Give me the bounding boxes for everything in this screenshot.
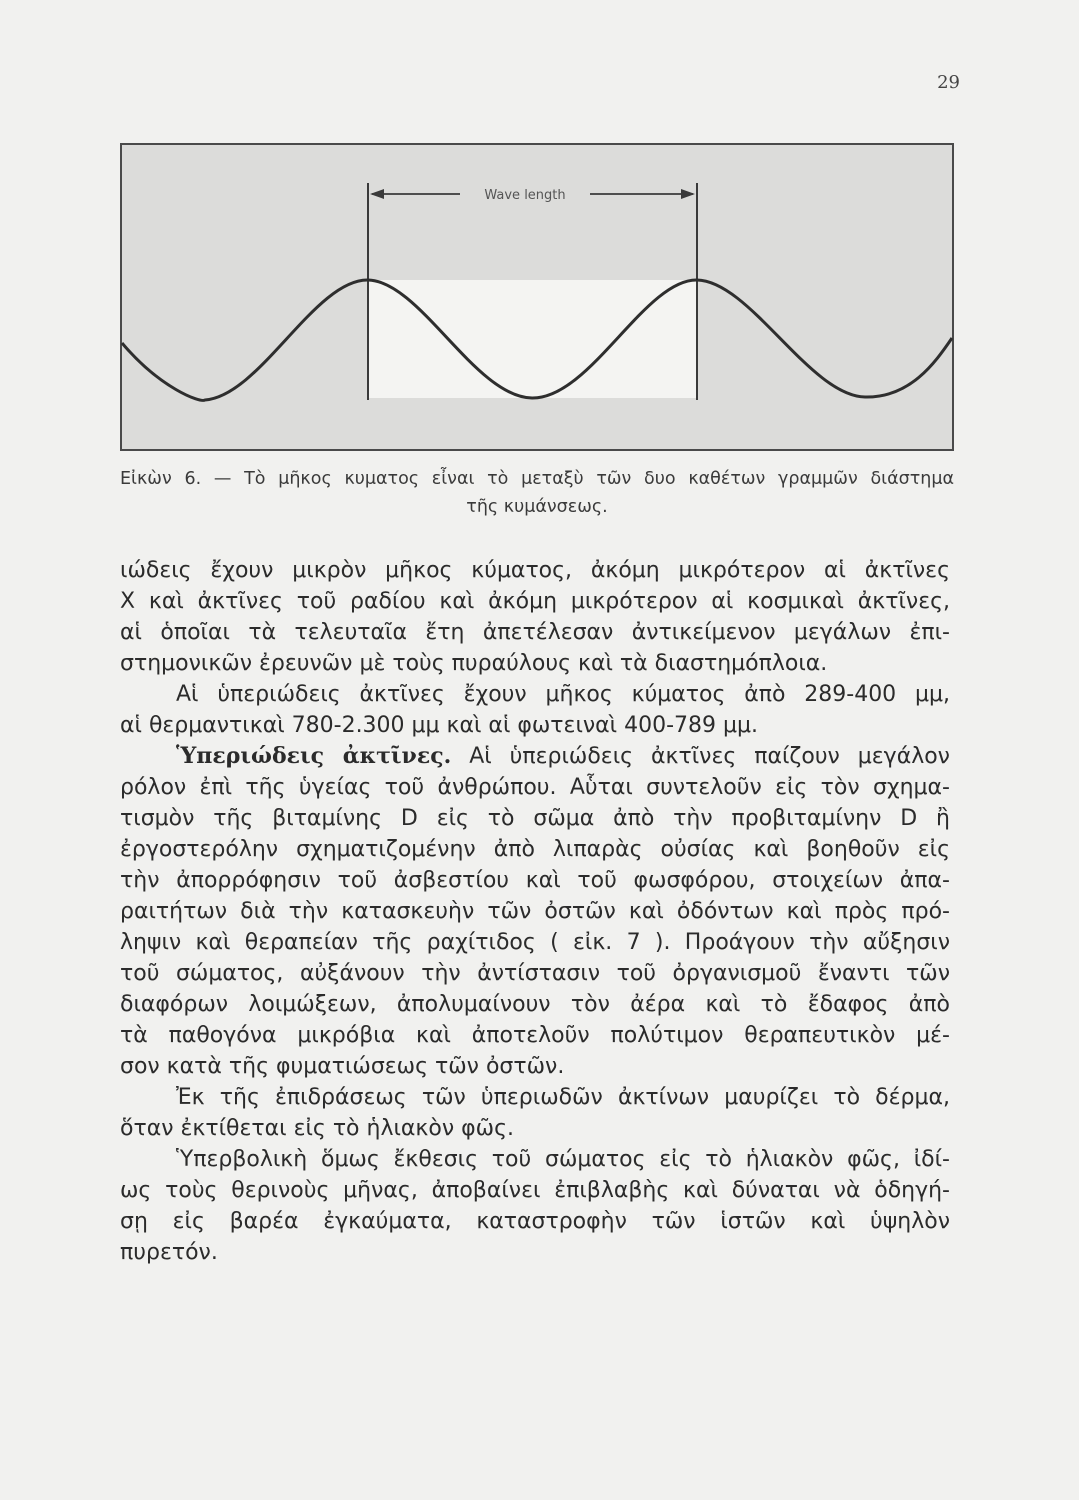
text-line: [120, 741, 950, 772]
text-line: αἱ θερμαντικαὶ 780-2.300 μμ καὶ αἱ φωτειναὶ 400-789 μμ.: [120, 713, 759, 738]
text-line: σον κατὰ τῆς φυματιώσεως τῶν ὀστῶν.: [120, 1054, 565, 1079]
paragraph-2: [120, 679, 950, 741]
wave-diagram: [120, 138, 954, 456]
text-line: σῃ εἰς βαρέα ἐγκαύματα, καταστροφὴν τῶν ἱστῶν καὶ ὑψηλὸν: [120, 1209, 950, 1234]
text-line: ὅταν ἐκτίθεται εἰς τὸ ἡλιακὸν φῶς.: [120, 1116, 514, 1141]
text-line: στημονικῶν ἐρευνῶν μὲ τοὺς πυραύλους καὶ τὰ διαστημόπλοια.: [120, 651, 828, 676]
paragraph-1: [120, 555, 950, 679]
page-number: 29: [937, 72, 960, 93]
wave-length-label: Wave length: [484, 188, 566, 203]
body-text: [120, 555, 950, 1268]
text-line: Ἐκ τῆς ἐπιδράσεως τῶν ὑπεριωδῶν ἀκτίνων μαυρίζει τὸ δέρμα,: [176, 1085, 950, 1110]
text-line: τισμὸν τῆς βιταμίνης D εἰς τὸ σῶμα ἀπὸ τὴν προβιταμίνην D ἢ: [120, 806, 950, 831]
section-heading: Ὑπεριώδεις ἀκτῖνες.: [176, 743, 452, 769]
text-line: ληψιν καὶ θεραπείαν τῆς ραχίτιδος ( εἰκ. 7 ). Προάγουν τὴν αὔξησιν: [120, 930, 950, 955]
text-line: αἱ ὁποῖαι τὰ τελευταῖα ἔτη ἀπετέλεσαν ἀντικείμενον μεγάλων ἐπι-: [120, 620, 950, 645]
text-line: ἐργοστερόλην σχηματιζομένην ἀπὸ λιπαρὰς οὐσίας καὶ βοηθοῦν εἰς: [120, 837, 950, 862]
paragraph-3: [120, 741, 950, 1082]
caption-line-2: τῆς κυμάνσεως.: [466, 497, 608, 517]
text-line: πυρετόν.: [120, 1240, 218, 1265]
paragraph-5: [120, 1144, 950, 1268]
text-line: Αἱ ὑπεριώδεις ἀκτῖνες ἔχουν μῆκος κύματος ἀπὸ 289-400 μμ,: [176, 682, 950, 707]
text-line-rest: Αἱ ὑπεριώδεις ἀκτῖνες παίζουν μεγάλον: [469, 744, 950, 769]
text-line: ρόλον ἐπὶ τῆς ὑγείας τοῦ ἀνθρώπου. Αὗται συντελοῦν εἰς τὸν σχημα-: [120, 775, 950, 800]
text-line: τὴν ἀπορρόφησιν τοῦ ἀσβεστίου καὶ τοῦ φωσφόρου, στοιχείων ἀπα-: [120, 868, 950, 893]
text-line: Χ καὶ ἀκτῖνες τοῦ ραδίου καὶ ἀκόμη μικρότερον αἱ κοσμικαὶ ἀκτῖνες,: [120, 589, 950, 614]
text-line: διαφόρων λοιμώξεων, ἀπολυμαίνουν τὸν ἀέρα καὶ τὸ ἔδαφος ἀπὸ: [120, 992, 950, 1017]
highlight-region: [368, 280, 698, 398]
text-line: ραιτήτων διὰ τὴν κατασκευὴν τῶν ὀστῶν καὶ ὀδόντων καὶ πρὸς πρό-: [120, 899, 950, 924]
figure-caption: [120, 465, 954, 521]
caption-line-1: Εἰκὼν 6. — Τὸ μῆκος κυματος εἶναι τὸ μεταξὺ τῶν δυο καθέτων γραμμῶν διάστημα: [120, 469, 954, 489]
text-line: τοῦ σώματος, αὐξάνουν τὴν ἀντίστασιν τοῦ ὀργανισμοῦ ἔναντι τῶν: [120, 961, 950, 986]
paragraph-4: [120, 1082, 950, 1144]
text-line: ως τοὺς θερινοὺς μῆνας, ἀποβαίνει ἐπιβλαβὴς καὶ δύναται νὰ ὁδηγή-: [120, 1178, 950, 1203]
wave-figure: [120, 138, 954, 456]
text-line: Ὑπερβολικὴ ὅμως ἔκθεσις τοῦ σώματος εἰς τὸ ἡλιακὸν φῶς, ἰδί-: [176, 1147, 950, 1172]
text-line: τὰ παθογόνα μικρόβια καὶ ἀποτελοῦν πολύτιμον θεραπευτικὸν μέ-: [120, 1023, 950, 1048]
text-line: ιώδεις ἔχουν μικρὸν μῆκος κύματος, ἀκόμη μικρότερον αἱ ἀκτῖνες: [120, 558, 950, 583]
